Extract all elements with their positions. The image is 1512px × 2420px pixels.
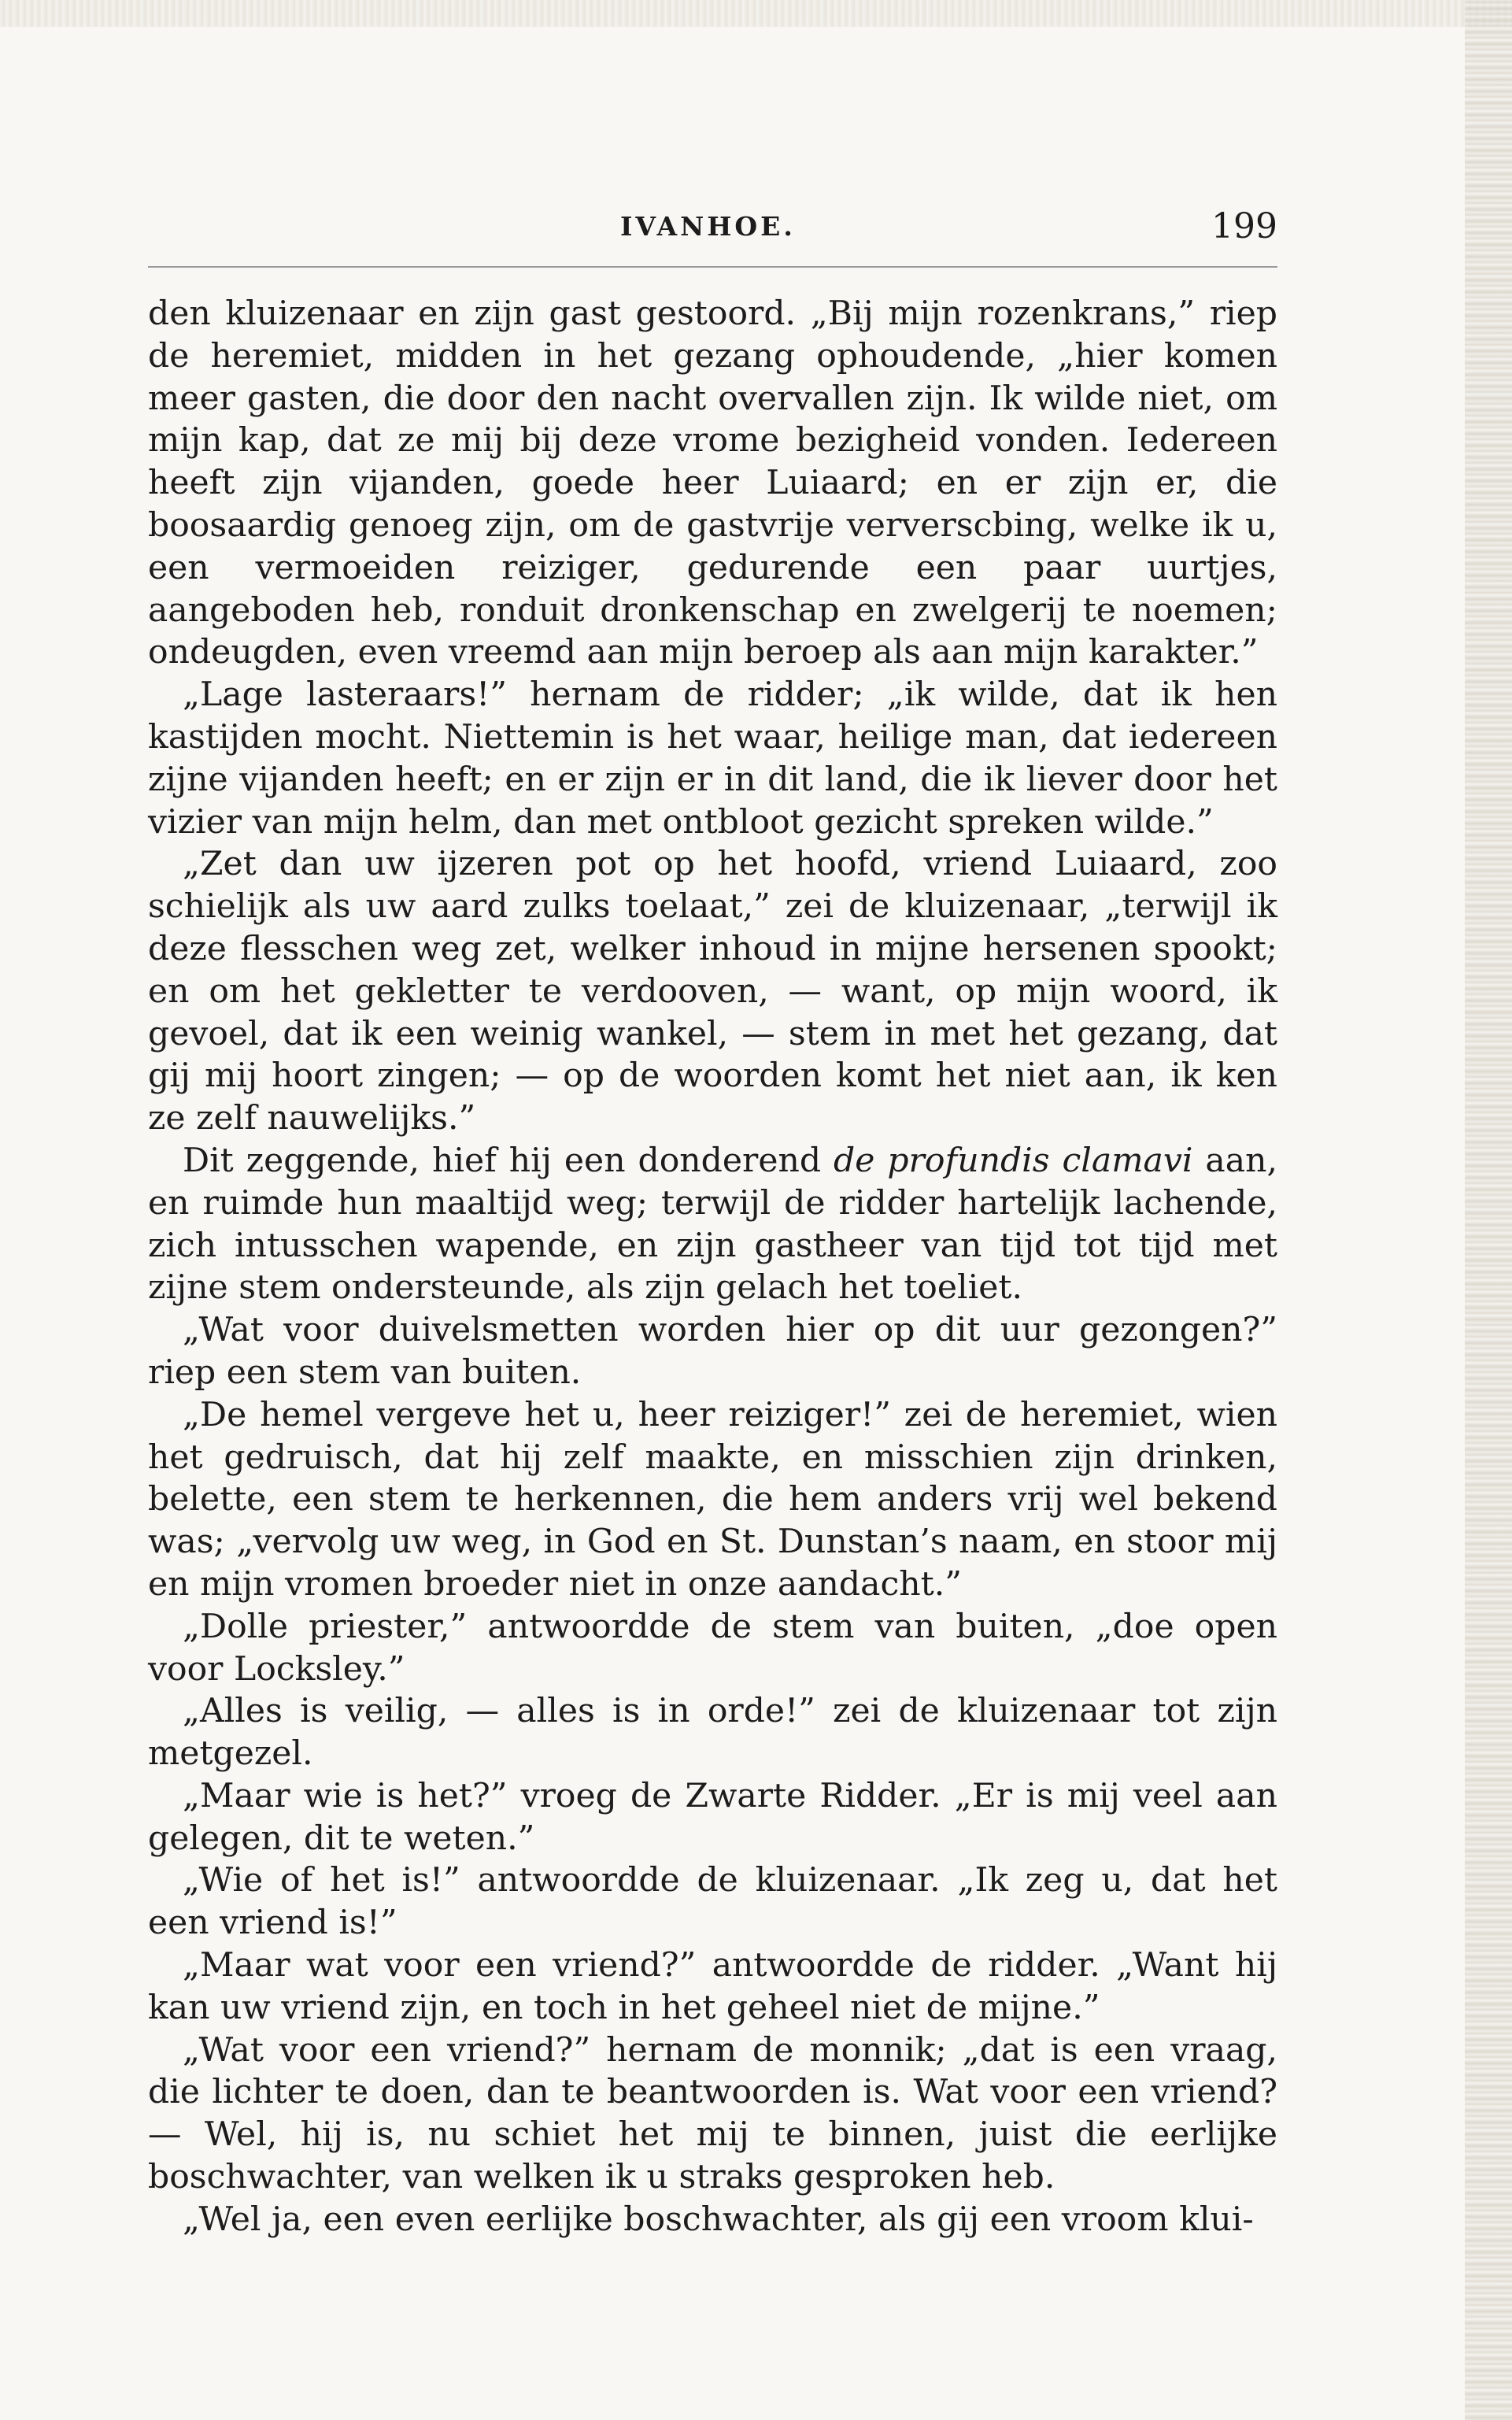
page-edge-right (1465, 0, 1512, 2420)
paragraph: „Alles is veilig, — alles is in orde!” zei de kluizenaar tot zijn metgezel. (148, 1692, 1277, 1774)
page-header (148, 206, 1277, 250)
page-edge-top (0, 0, 1512, 27)
paragraph: „De hemel vergeve het u, heer reiziger!” zei de heremiet, wien het gedruisch, dat hij zelf maakte, en misschien zijn drinken, belette, een stem te herkennen, die hem anders vrij wel bekend was; „vervolg uw weg, in God en St. Dunstan’s naam, en stoor mij en mijn vromen broeder niet in onze aandacht.” (148, 1395, 1277, 1604)
page-number: 199 (1211, 206, 1277, 246)
paragraph (148, 1140, 1277, 1309)
paragraph: „Zet dan uw ijzeren pot op het hoofd, vriend Luiaard, zoo schielijk als uw aard zulks toelaat,” zei de kluizenaar, „terwijl ik deze flesschen weg zet, welker inhoud in mijne hersenen spookt; en om het gekletter te verdooven, — want, op mijn woord, ik gevoel, dat ik een weinig wankel, — stem in met het gezang, dat gij mij hoort zingen; — op de woorden komt het niet aan, ik ken ze zelf nauwelijks.” (148, 845, 1277, 1138)
paragraph: „Maar wie is het?” vroeg de Zwarte Ridder. „Er is mij veel aan gelegen, dit te weten.” (148, 1776, 1277, 1858)
paragraph: „Wat voor duivelsmetten worden hier op dit uur gezongen?” riep een stem van buiten. (148, 1311, 1277, 1392)
paragraph: „Lage lasteraars!” hernam de ridder; „ik wilde, dat ik hen kastijden mocht. Niettemin is het waar, heilige man, dat iedereen zijne vijanden heeft; en er zijn er in dit land, die ik liever door het vizier van mijn helm, dan met ontbloot gezicht spreken wilde.” (148, 675, 1277, 842)
paragraph: den kluizenaar en zijn gast gestoord. „Bij mijn rozenkrans,” riep de heremiet, midden in het gezang ophoudende, „hier komen meer gasten, die door den nacht overvallen zijn. Ik wilde niet, om mijn kap, dat ze mij bij deze vrome bezigheid vonden. Iedereen heeft zijn vijanden, goede heer Luiaard; en er zijn er, die boosaardig genoeg zijn, om de gastvrije ververscbing, welke ik u, een vermoeiden reiziger, gedurende een paar uurtjes, aangeboden heb, ronduit dronkenschap en zwelgerij te noemen; ondeugden, even vreemd aan mijn beroep als aan mijn karakter.” (148, 294, 1277, 672)
paragraph-text: aan, en ruimde hun maaltijd weg; terwijl de ridder hartelijk lachende, zich intusschen wapende, en zijn gastheer van tijd tot tijd met zijne stem ondersteunde, als zijn gelach het toeliet. (148, 1141, 1277, 1308)
running-title: IVANHOE. (620, 211, 796, 242)
latin-phrase: de profundis clamavi (834, 1141, 1193, 1180)
paragraph: „Wel ja, een even eerlijke boschwachter, als gij een vroom klui- (183, 2200, 1254, 2239)
paragraph: „Wat voor een vriend?” hernam de monnik; „dat is een vraag, die lichter te doen, dan te beantwoorden is. Wat voor een vriend? — Wel, hij is, nu schiet het mij te binnen, juist die eerlijke boschwachter, van welken ik u straks gesproken heb. (148, 2030, 1277, 2197)
paragraph-text: Dit zeggende, hief hij een donderend (183, 1141, 834, 1180)
paragraph: „Wie of het is!” antwoordde de kluizenaar. „Ik zeg u, dat het een vriend is!” (148, 1861, 1277, 1943)
body-text (148, 293, 1277, 2241)
paragraph: „Maar wat voor een vriend?” antwoordde de ridder. „Want hij kan uw vriend zijn, en toch in het geheel niet de mijne.” (148, 1946, 1277, 2027)
paragraph: „Dolle priester,” antwoordde de stem van buiten, „doe open voor Locksley.” (148, 1607, 1277, 1689)
header-rule (148, 266, 1277, 268)
